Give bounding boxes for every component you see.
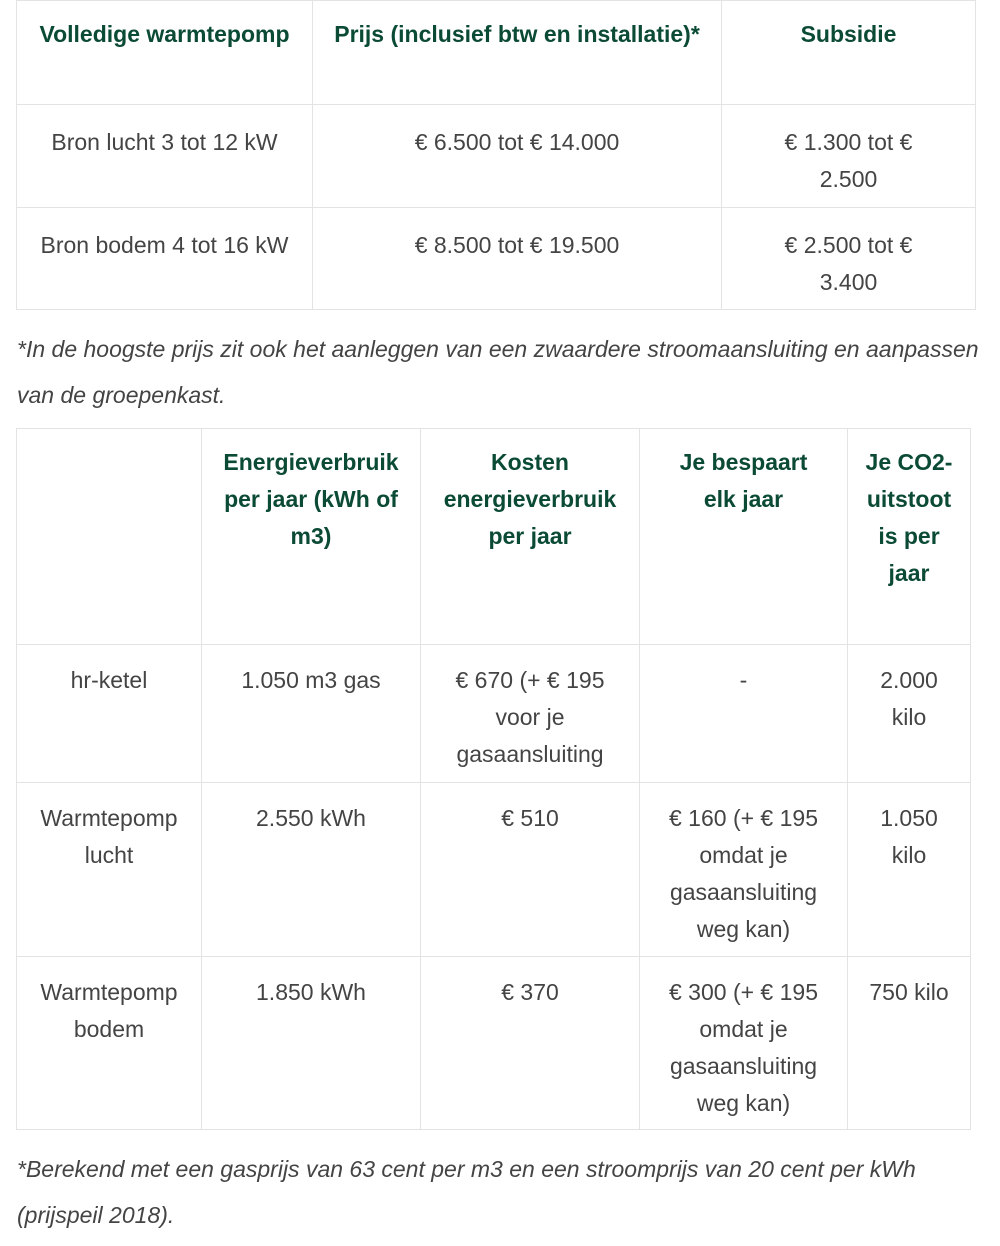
- table-cell: Bron bodem 4 tot 16 kW: [17, 208, 313, 310]
- table-cell: hr-ketel: [17, 645, 202, 783]
- header-co2: Je CO2-uitstoot is per jaar: [848, 429, 971, 645]
- table-cell: 1.050 kilo: [848, 783, 971, 957]
- header-empty: [17, 429, 202, 645]
- table-cell: € 8.500 tot € 19.500: [313, 208, 722, 310]
- table-cell: € 2.500 tot € 3.400: [722, 208, 976, 310]
- energy-table: [16, 428, 971, 1130]
- price-table: [16, 0, 976, 310]
- table-row: [17, 783, 971, 957]
- table-row: [17, 105, 976, 208]
- table-row: [17, 208, 976, 310]
- table-cell: € 670 (+ € 195 voor je gasaansluiting: [421, 645, 640, 783]
- table-cell: Warmtepomp bodem: [17, 957, 202, 1130]
- table-cell: Bron lucht 3 tot 12 kW: [17, 105, 313, 208]
- table-cell: 2.000 kilo: [848, 645, 971, 783]
- energy-footnote: *Berekend met een gasprijs van 63 cent per m3 en een stroomprijs van 20 cent per kWh (prijspeil 2018).: [17, 1156, 916, 1228]
- header-price: Prijs (inclusief btw en installatie)*: [313, 1, 722, 105]
- price-footnote: *In de hoogste prijs zit ook het aanleggen van een zwaardere stroomaansluiting en aanpassen van de groepenkast.: [17, 336, 979, 408]
- table-cell: Warmtepomp lucht: [17, 783, 202, 957]
- table-row: [17, 957, 971, 1130]
- header-energy-use: Energieverbruik per jaar (kWh of m3): [202, 429, 421, 645]
- table-cell: 1.850 kWh: [202, 957, 421, 1130]
- table-cell: € 160 (+ € 195 omdat je gasaansluiting weg kan): [640, 783, 848, 957]
- header-savings: Je bespaart elk jaar: [640, 429, 848, 645]
- header-energy-cost: Kosten energieverbruik per jaar: [421, 429, 640, 645]
- table-cell: € 6.500 tot € 14.000: [313, 105, 722, 208]
- table-cell: € 370: [421, 957, 640, 1130]
- table-cell: -: [640, 645, 848, 783]
- table-row: [17, 645, 971, 783]
- table-cell: € 510: [421, 783, 640, 957]
- table-cell: 2.550 kWh: [202, 783, 421, 957]
- header-subsidy: Subsidie: [722, 1, 976, 105]
- table-cell: 1.050 m3 gas: [202, 645, 421, 783]
- table-cell: 750 kilo: [848, 957, 971, 1130]
- table-cell: € 1.300 tot € 2.500: [722, 105, 976, 208]
- price-table-header-row: [17, 1, 976, 105]
- table-cell: € 300 (+ € 195 omdat je gasaansluiting weg kan): [640, 957, 848, 1130]
- header-heat-pump: Volledige warmtepomp: [17, 1, 313, 105]
- energy-table-header-row: [17, 429, 971, 645]
